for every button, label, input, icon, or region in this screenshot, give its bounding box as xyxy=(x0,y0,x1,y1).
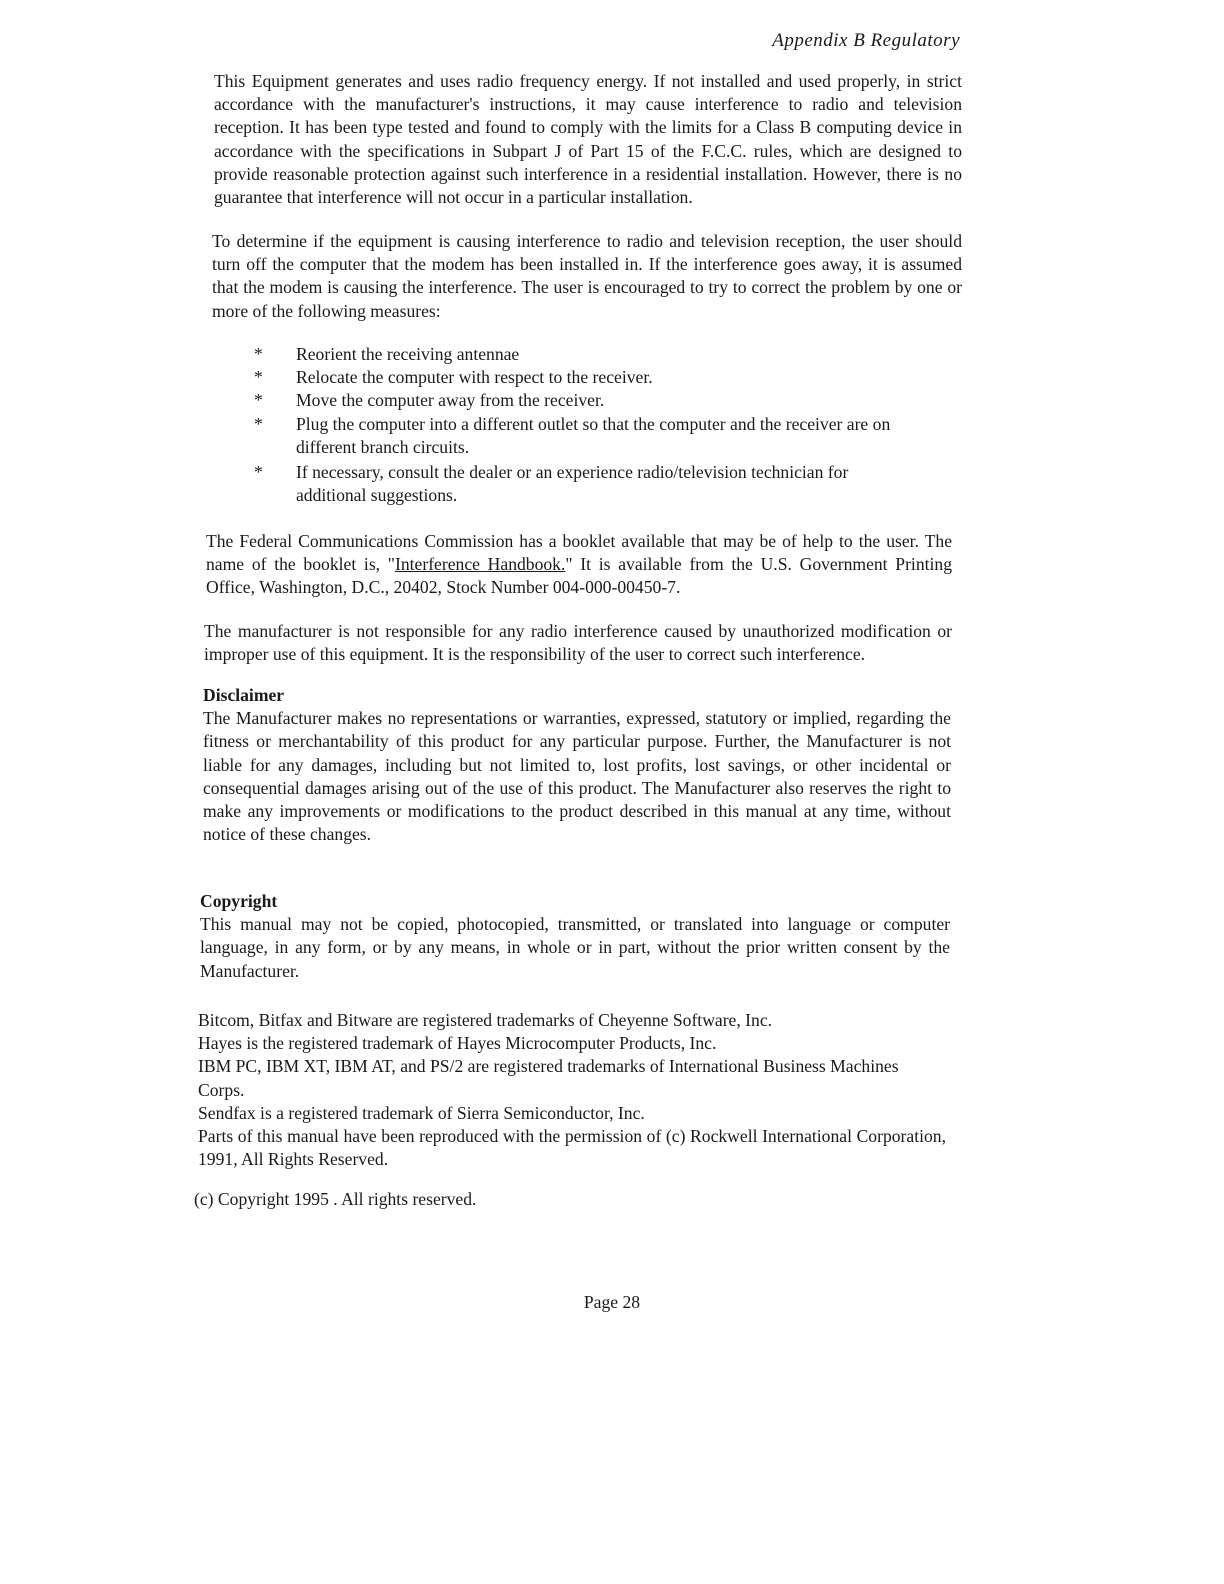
bullet-icon: * xyxy=(254,390,263,411)
measure-text: Reorient the receiving antennae xyxy=(296,344,520,364)
copyright-text: This manual may not be copied, photocopied, transmitted, or translated into language or computer language, in any form, or by any means, in whole or in part, without the prior written consent by the Manufacturer. xyxy=(200,914,950,981)
trademark-line: Bitcom, Bitfax and Bitware are registered trademarks of Cheyenne Software, Inc. xyxy=(198,1010,773,1030)
booklet-text-after: " It is available from the U.S. Government Printing Office, Washington, D.C., 20402, Stock Number 004-000-00450-7. xyxy=(206,554,952,598)
responsibility-paragraph: The manufacturer is not responsible for any radio interference caused by unauthorized modification or improper use of this equipment. It is the responsibility of the user to correct such interference. xyxy=(204,621,952,665)
list-item xyxy=(254,461,904,507)
list-item xyxy=(254,366,904,389)
responsibility-notice xyxy=(204,620,952,666)
bullet-icon: * xyxy=(254,413,263,434)
measure-text: Move the computer away from the receiver. xyxy=(296,390,605,411)
determine-paragraph: To determine if the equipment is causing interference to radio and television reception, the user should turn off the computer that the modem has been installed in. If the interference goes away, it is assumed that the modem is causing the interference. The user is encouraged to try to correct the problem by one or more of the following measures: xyxy=(212,231,962,321)
booklet-paragraph xyxy=(206,530,952,600)
trademark-line: Sendfax is a registered trademark of Sierra Semiconductor, Inc. xyxy=(198,1102,645,1123)
booklet-title: Interference Handbook. xyxy=(394,554,566,575)
trademark-line: Hayes is the registered trademark of Hayes Microcomputer Products, Inc. xyxy=(198,1033,717,1054)
booklet-text-before: The Federal Communications Commission has a booklet available that may be of help to the user. The name of the booklet is, " xyxy=(206,531,952,575)
bullet-icon: * xyxy=(254,367,263,388)
fcc-statement xyxy=(214,70,962,209)
bullet-icon: * xyxy=(254,344,263,364)
fcc-paragraph: This Equipment generates and uses radio frequency energy. If not installed and used properly, in strict accordance with the manufacturer's instructions, it may cause interference to radio and television reception. It has been type tested and found to comply with the limits for a Class B computing device in accordance with the specifications in Subpart J of Part 15 of the F.C.C. rules, which are designed to provide reasonable protection against such interference in a residential installation. However, there is no guarantee that interference will not occur in a particular installation. xyxy=(214,71,962,208)
copyright-notice: (c) Copyright 1995 . All rights reserved. xyxy=(194,1189,477,1209)
page-number: Page 28 xyxy=(583,1292,641,1312)
trademarks-section xyxy=(198,1009,946,1171)
bullet-icon: * xyxy=(254,462,263,483)
disclaimer-heading: Disclaimer xyxy=(203,685,285,705)
copyright-section xyxy=(200,890,950,983)
running-header: Appendix B Regulatory xyxy=(772,30,960,51)
trademark-line: IBM PC, IBM XT, IBM AT, and PS/2 are registered trademarks of International Business Machines Corps. xyxy=(198,1056,899,1100)
list-item xyxy=(254,413,904,459)
measures-list xyxy=(254,343,904,507)
list-item xyxy=(254,389,904,412)
copyright-notice-block xyxy=(194,1188,942,1211)
booklet-notice xyxy=(206,530,952,600)
disclaimer-text: The Manufacturer makes no representations or warranties, expressed, statutory or implied, regarding the fitness or merchantability of this product for any particular purpose. Further, the Manufacturer is not liable for any damages, including but not limited to, lost profits, lost savings, or other incidental or consequential damages arising out of the use of this product. The Manufacturer also reserves the right to make any improvements or modifications to the product described in this manual at any time, without notice of these changes. xyxy=(203,708,951,845)
list-item xyxy=(254,343,904,366)
measure-text: If necessary, consult the dealer or an experience radio/television technician for additional suggestions. xyxy=(296,462,849,506)
trademark-line: Parts of this manual have been reproduced with the permission of (c) Rockwell International Corporation, 1991, All Rights Reserved. xyxy=(198,1126,946,1170)
measure-text: Relocate the computer with respect to the receiver. xyxy=(296,367,653,388)
interference-check xyxy=(212,230,962,323)
measure-text: Plug the computer into a different outlet so that the computer and the receiver are on different branch circuits. xyxy=(296,413,891,457)
disclaimer-section xyxy=(203,684,951,846)
measures-list-block xyxy=(254,343,904,507)
copyright-heading: Copyright xyxy=(200,891,278,911)
